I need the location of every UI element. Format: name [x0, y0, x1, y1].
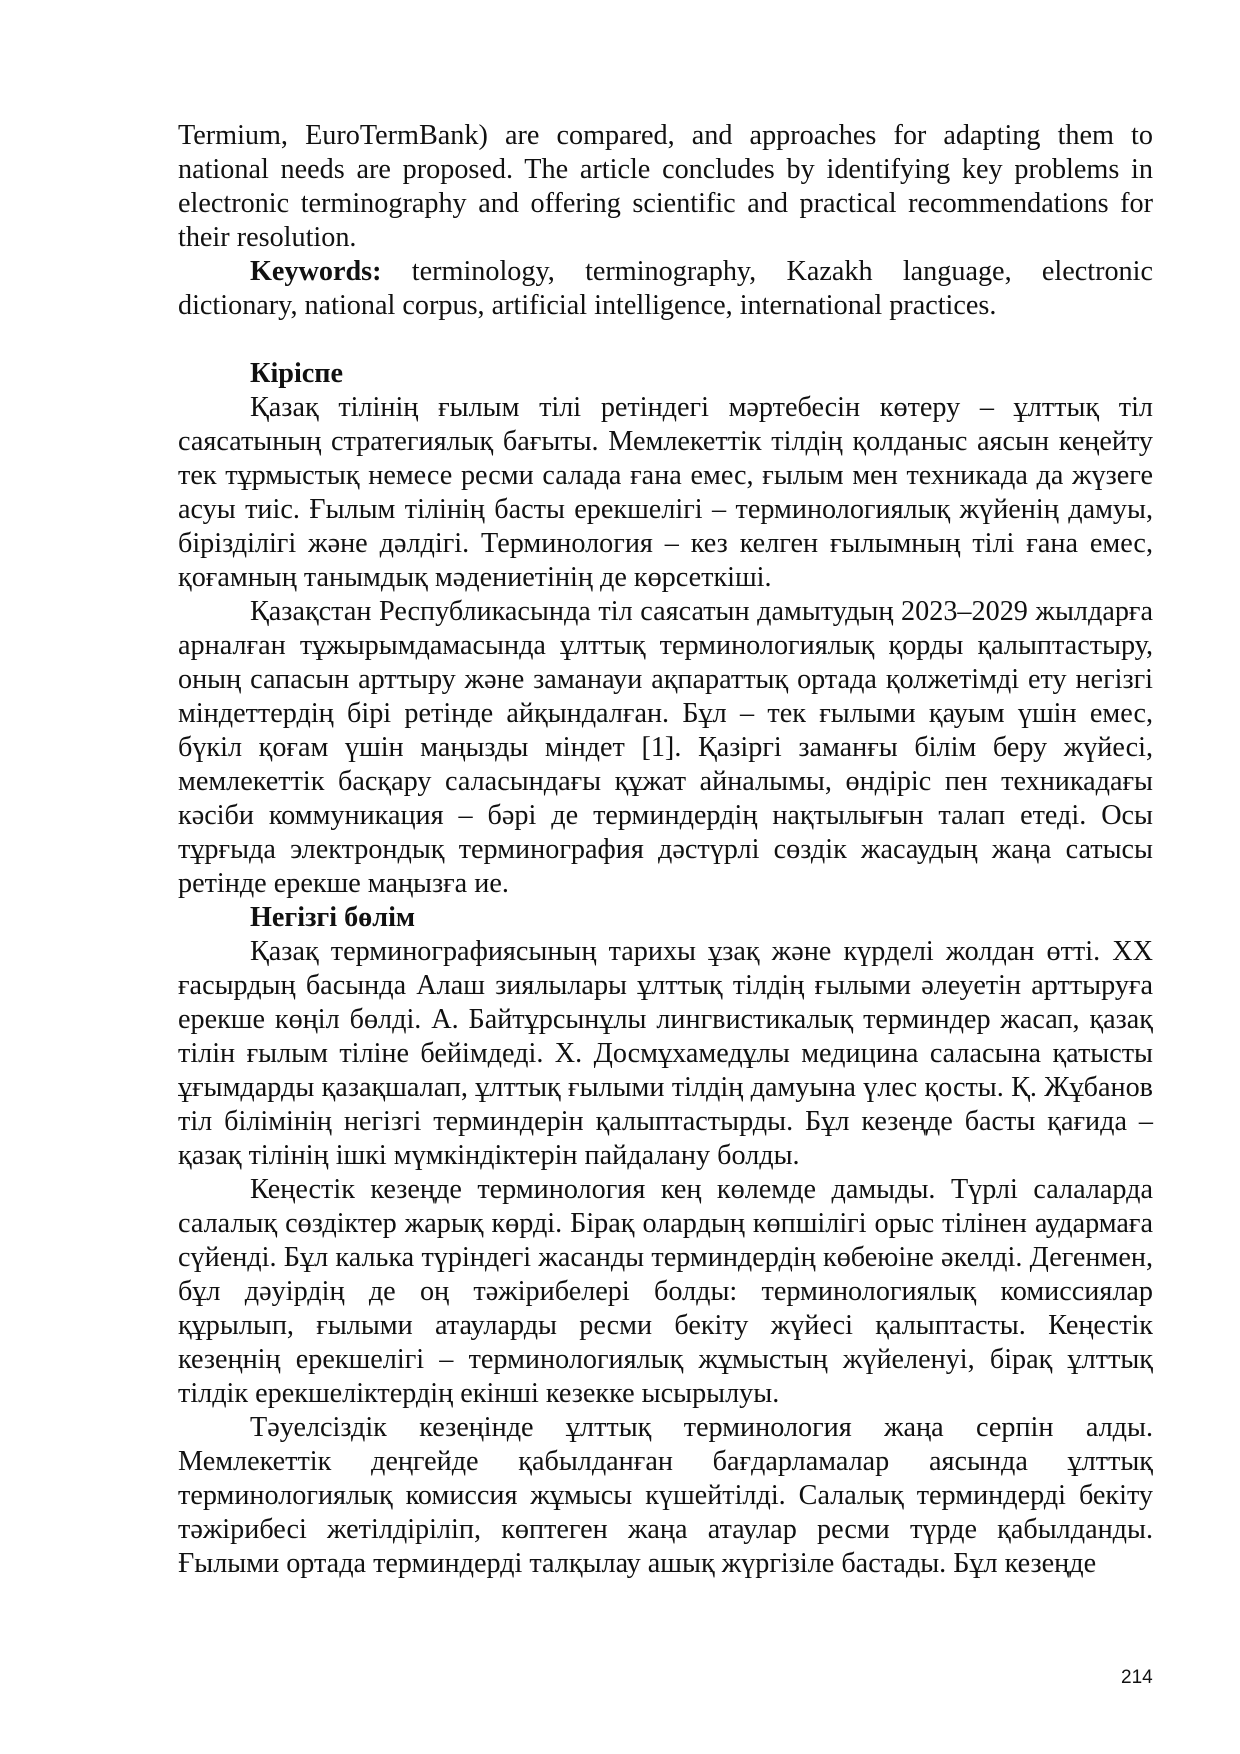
section-heading-main: Негізгі бөлім: [250, 902, 416, 933]
keywords-label: Keywords:: [250, 256, 382, 287]
keywords-text: terminology, terminography, Kazakh language, electronic dictionary, national corpus, artificial intelligence, international practices.: [178, 256, 1153, 321]
section-heading-introduction: Кіріспе: [250, 358, 344, 389]
main-paragraph-2: Кеңестік кезеңде терминология кең көлемде дамыды. Түрлі салаларда салалық сөздіктер жарық көрді. Бірақ олардың көпшілігі орыс тілінен аудармаға сүйенді. Бұл калька түріндегі жасанды терминдердің көбеюіне әкелді. Дегенмен, бұл дәуірдің де оң тәжірибелері болды: терминологиялық комиссиялар құрылып, ғылыми атауларды ресми бекіту жүйесі қалыптасты. Кеңестік кезеңнің ерекшелігі – терминологиялық жұмыстың жүйеленуі, бірақ ұлттық тілдік ерекшеліктердің екінші кезекке ысырылуы.: [178, 1174, 1153, 1409]
section-gap: [178, 323, 1153, 357]
intro-paragraph-1: Қазақ тілінің ғылым тілі ретіндегі мәртебесін көтеру – ұлттық тіл саясатының стратегиялық бағыты. Мемлекеттік тілдің қолданыс аясын кеңейту тек тұрмыстық немесе ресми салада ғана емес, ғылым мен техникада да жүзеге асуы тиіс. Ғылым тілінің басты ерекшелігі – терминологиялық жүйенің дамуы, біріздiлiгi және дәлдігі. Терминология – кез келген ғылымның тілі ғана емес, қоғамның танымдық мәдениетінің де көрсеткіші.: [178, 392, 1153, 593]
page-number: 214: [1121, 1667, 1153, 1688]
page-content: [178, 119, 1153, 1581]
main-paragraph-3: Тәуелсіздік кезеңінде ұлттық терминология жаңа серпін алды. Мемлекеттік деңгейде қабылданған бағдарламалар аясында ұлттық терминологиялық комиссия жұмысы күшейтілді. Салалық терминдерді бекіту тәжірибесі жетілдіріліп, көптеген жаңа атаулар ресми түрде қабылданды. Ғылыми ортада терминдерді талқылау ашық жүргізіле бастады. Бұл кезеңде: [178, 1412, 1153, 1579]
abstract-continuation: Termium, EuroTermBank) are compared, and approaches for adapting them to national needs are proposed. The article concludes by identifying key problems in electronic terminography and offering scientific and practical recommendations for their resolution.: [178, 120, 1153, 253]
intro-paragraph-2: Қазақстан Республикасында тіл саясатын дамытудың 2023–2029 жылдарға арналған тұжырымдамасында ұлттық терминологиялық қорды қалыптастыру, оның сапасын арттыру және заманауи ақпараттық ортада қолжетімді ету негізгі міндеттердің бірі ретінде айқындалған. Бұл – тек ғылыми қауым үшін емес, бүкіл қоғам үшін маңызды міндет [1]. Қазіргі заманғы білім беру жүйесі, мемлекеттік басқару саласындағы құжат айналымы, өндіріс пен техникадағы кәсіби коммуникация – бәрі де терминдердің нақтылығын талап етеді. Осы тұрғыда электрондық терминография дәстүрлі сөздік жасаудың жаңа сатысы ретінде ерекше маңызға ие.: [178, 596, 1153, 899]
keywords-paragraph: [178, 255, 1153, 323]
main-paragraph-1: Қазақ терминографиясының тарихы ұзақ және күрделі жолдан өтті. XX ғасырдың басында Алаш зиялылары ұлттық тілдің ғылыми әлеуетін арттыруға ерекше көңіл бөлді. А. Байтұрсынұлы лингвистикалық терминдер жасап, қазақ тілін ғылым тіліне бейімдеді. Х. Досмұхамедұлы медицина саласына қатысты ұғымдарды қазақшалап, ұлттық ғылыми тілдің дамуына үлес қосты. Қ. Жұбанов тіл білімінің негізгі терминдерін қалыптастырды. Бұл кезеңде басты қағида – қазақ тілінің ішкі мүмкіндіктерін пайдалану болды.: [178, 936, 1153, 1171]
